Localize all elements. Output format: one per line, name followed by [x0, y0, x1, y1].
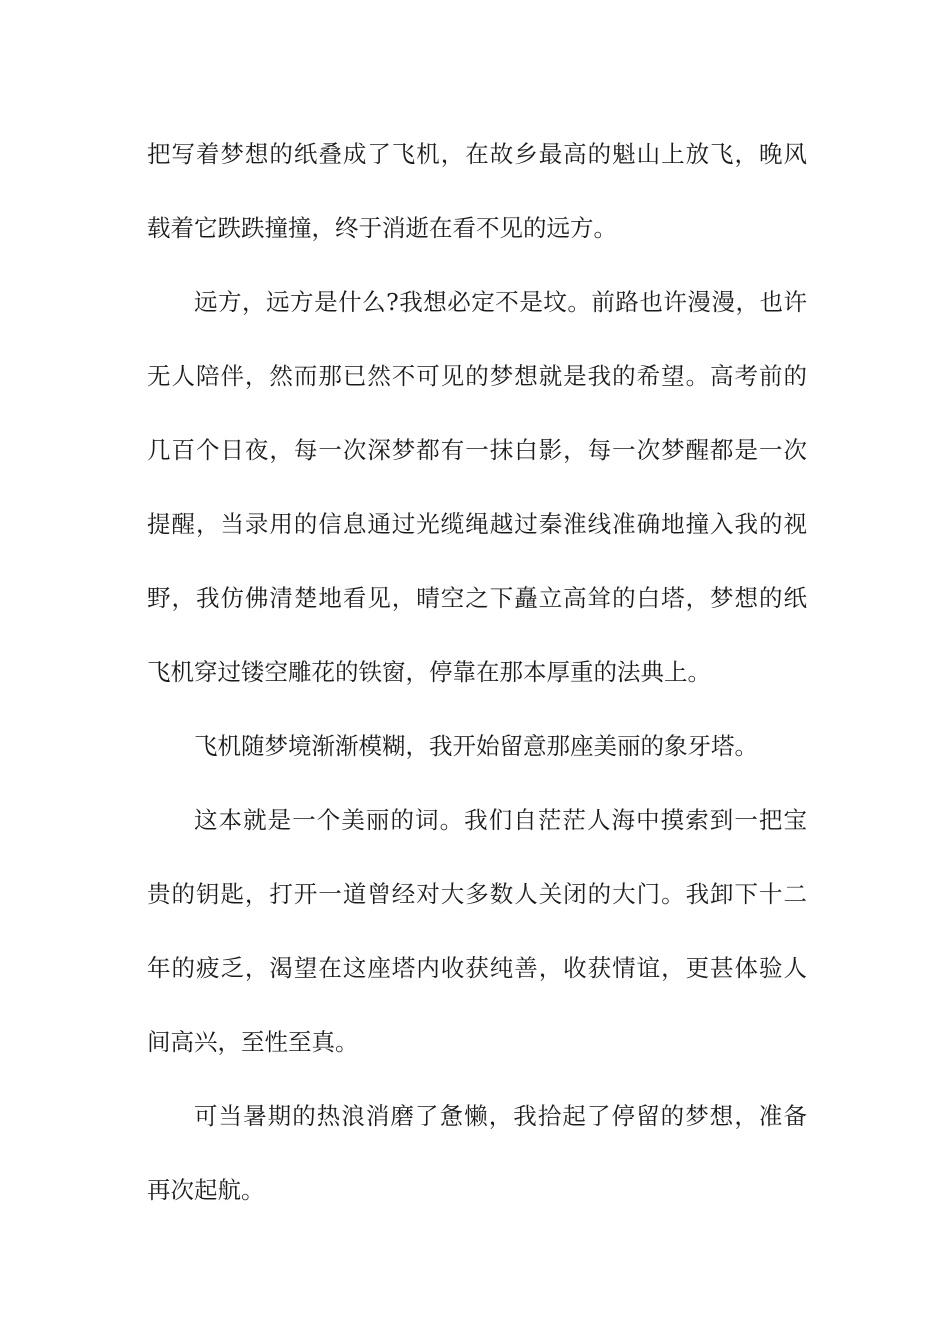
paragraph-4-line-2: 贵的钥匙，打开一道曾经对大多数人关闭的大门。我卸下十二 [147, 880, 807, 908]
paragraph-2-line-1: 远方，远方是什么?我想必定不是坟。前路也许漫漫，也许 [194, 288, 807, 316]
paragraph-2-line-5: 野，我仿佛清楚地看见，晴空之下矗立高耸的白塔，梦想的纸 [147, 584, 807, 612]
paragraph-1-line-2: 载着它跌跌撞撞，终于消逝在看不见的远方。 [147, 214, 617, 242]
paragraph-2-line-6: 飞机穿过镂空雕花的铁窗，停靠在那本厚重的法典上。 [147, 658, 711, 686]
paragraph-2-line-4: 提醒，当录用的信息通过光缆绳越过秦淮线准确地撞入我的视 [147, 510, 807, 538]
paragraph-4-line-1: 这本就是一个美丽的词。我们自茫茫人海中摸索到一把宝 [194, 806, 807, 834]
paragraph-1-line-1: 把写着梦想的纸叠成了飞机，在故乡最高的魁山上放飞，晚风 [147, 140, 807, 168]
paragraph-5-line-2: 再次起航。 [147, 1176, 265, 1204]
paragraph-2-line-2: 无人陪伴，然而那已然不可见的梦想就是我的希望。高考前的 [147, 362, 807, 390]
paragraph-5-line-1: 可当暑期的热浪消磨了惫懒，我拾起了停留的梦想，准备 [194, 1102, 807, 1130]
paragraph-2-line-3: 几百个日夜，每一次深梦都有一抹白影，每一次梦醒都是一次 [147, 436, 807, 464]
paragraph-3-line-1: 飞机随梦境渐渐模糊，我开始留意那座美丽的象牙塔。 [194, 732, 758, 760]
paragraph-4-line-3: 年的疲乏，渴望在这座塔内收获纯善，收获情谊，更甚体验人 [147, 954, 807, 982]
paragraph-4-line-4: 间高兴，至性至真。 [147, 1028, 359, 1056]
